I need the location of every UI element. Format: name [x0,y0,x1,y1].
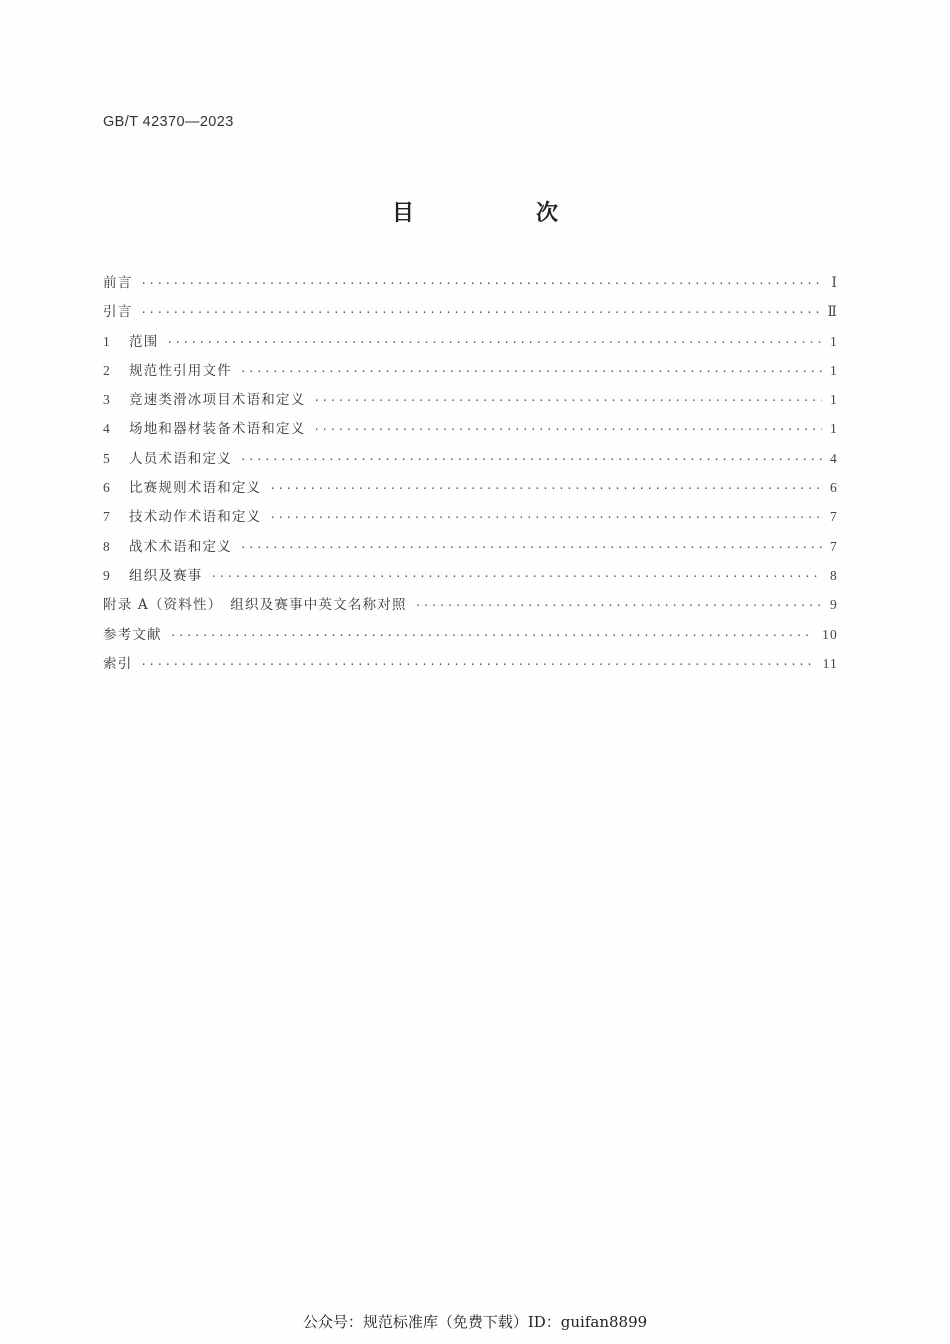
toc-entry-label: 竞速类滑冰项目术语和定义 [129,392,306,409]
table-of-contents [103,271,838,681]
toc-entry-label: 场地和器材装备术语和定义 [129,421,306,438]
toc-entry-label: 规范性引用文件 [129,362,232,379]
toc-entry-label: 比赛规则术语和定义 [129,480,262,497]
toc-leader-dots [140,306,819,319]
toc-entry-label: 引言 [103,304,133,321]
toc-entry-number: 6 [103,480,111,496]
toc-entry-introduction[interactable] [103,300,838,329]
toc-entry-index[interactable] [103,652,838,681]
toc-entry-4[interactable] [103,417,838,446]
toc-entry-6[interactable] [103,476,838,505]
toc-entry-1[interactable] [103,330,838,359]
toc-entry-appendix-a[interactable] [103,593,838,622]
toc-entry-label: 人员术语和定义 [129,450,232,467]
toc-entry-number: 2 [103,362,111,378]
toc-leader-dots [269,511,822,524]
toc-leader-dots [211,570,823,583]
toc-leader-dots [140,658,814,671]
toc-entry-page: 1 [830,421,838,437]
toc-leader-dots [170,629,814,642]
standard-code: GB/T 42370—2023 [103,114,234,130]
toc-entry-label: 索引 [103,655,133,672]
toc-entry-label: 范围 [129,333,159,350]
toc-entry-number: 4 [103,421,111,437]
toc-entry-label: 参考文献 [103,626,162,643]
footer-watermark-text: 公众号：规范标准库（免费下载）ID：guifan8899 [302,1313,648,1331]
toc-entry-page: 10 [822,626,838,642]
toc-entry-page: 1 [830,362,838,378]
toc-entry-page: 9 [830,597,838,613]
toc-entry-label: 附录 A（资料性） 组织及赛事中英文名称对照 [103,597,407,614]
toc-entry-9[interactable] [103,564,838,593]
toc-entry-label: 技术动作术语和定义 [129,509,262,526]
toc-entry-3[interactable] [103,388,838,417]
toc-entry-5[interactable] [103,447,838,476]
toc-entry-page: 6 [830,480,838,496]
toc-leader-dots [269,482,822,495]
toc-entry-8[interactable] [103,535,838,564]
toc-entry-label: 前言 [103,275,133,291]
toc-leader-dots [166,336,822,349]
toc-entry-number: 9 [103,567,111,583]
toc-leader-dots [313,423,822,436]
toc-title: 目 次 [391,201,608,226]
toc-entry-number: 7 [103,509,111,525]
toc-entry-label: 组织及赛事 [129,567,203,584]
toc-leader-dots [313,394,822,407]
toc-leader-dots [240,541,822,554]
toc-entry-page: 11 [822,655,838,671]
toc-entry-page: 4 [830,450,838,466]
toc-entry-page: 7 [830,538,838,554]
toc-entry-page: 1 [830,333,838,349]
toc-entry-bibliography[interactable] [103,623,838,652]
toc-entry-page: 8 [830,567,838,583]
toc-entry-number: 5 [103,450,111,466]
toc-leader-dots [415,599,822,612]
toc-leader-dots [140,277,822,290]
toc-entry-page: 1 [830,392,838,408]
toc-entry-number: 1 [103,333,111,349]
toc-entry-number: 3 [103,392,111,408]
toc-entry-label: 战术术语和定义 [129,538,232,555]
toc-leader-dots [240,365,822,378]
toc-entry-number: 8 [103,538,111,554]
toc-entry-page: Ⅰ [831,275,838,290]
toc-leader-dots [240,453,822,466]
toc-entry-page: 7 [830,509,838,525]
toc-entry-7[interactable] [103,505,838,534]
toc-entry-page: Ⅱ [827,304,838,320]
toc-entry-2[interactable] [103,359,838,388]
toc-entry-preface[interactable] [103,271,838,300]
